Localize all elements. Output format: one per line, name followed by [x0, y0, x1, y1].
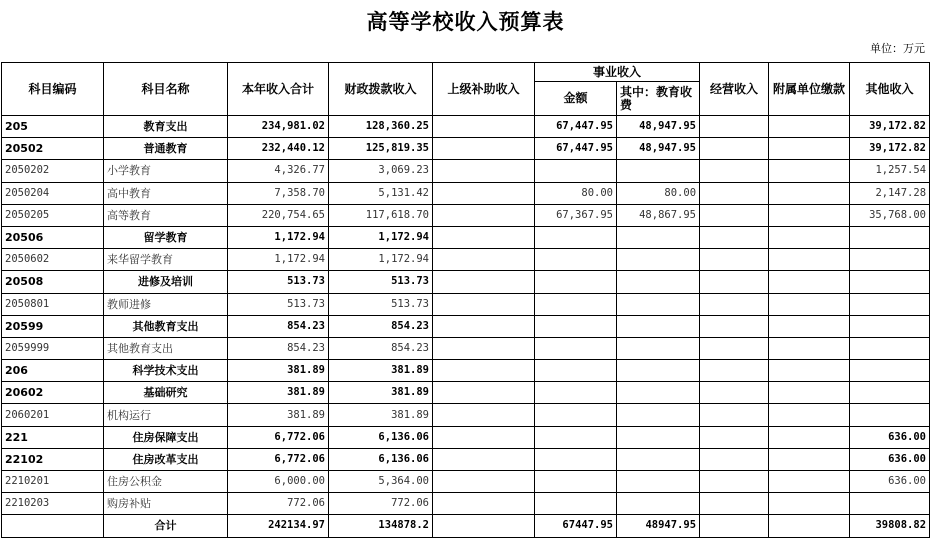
table-row [2, 426, 930, 448]
cell-other: 39,172.82 [850, 138, 930, 160]
total-cell-total: 242134.97 [228, 515, 329, 537]
table-row [2, 182, 930, 204]
cell-affiliated [769, 138, 850, 160]
cell-business-tuition [617, 493, 700, 515]
header-total: 本年收入合计 [228, 63, 329, 116]
table-row [2, 382, 930, 404]
cell-business-amount [535, 382, 617, 404]
cell-fiscal: 854.23 [329, 315, 433, 337]
cell-total: 4,326.77 [228, 160, 329, 182]
cell-superior [433, 337, 535, 359]
cell-name: 留学教育 [104, 226, 228, 248]
cell-business-tuition [617, 271, 700, 293]
cell-business-amount [535, 160, 617, 182]
table-row [2, 448, 930, 470]
cell-superior [433, 471, 535, 493]
cell-affiliated [769, 493, 850, 515]
cell-name: 科学技术支出 [104, 360, 228, 382]
cell-business-tuition [617, 448, 700, 470]
table-row [2, 360, 930, 382]
cell-other [850, 271, 930, 293]
cell-other: 39,172.82 [850, 116, 930, 138]
cell-affiliated [769, 382, 850, 404]
cell-code: 20506 [2, 226, 104, 248]
total-cell-name: 合计 [104, 515, 228, 537]
table-row [2, 293, 930, 315]
cell-name: 购房补贴 [104, 493, 228, 515]
table-row [2, 471, 930, 493]
total-cell-business-amount: 67447.95 [535, 515, 617, 537]
cell-total: 381.89 [228, 404, 329, 426]
cell-business-tuition: 48,867.95 [617, 204, 700, 226]
cell-superior [433, 448, 535, 470]
cell-code: 20508 [2, 271, 104, 293]
cell-business-amount: 67,447.95 [535, 116, 617, 138]
cell-total: 772.06 [228, 493, 329, 515]
cell-operating [700, 249, 769, 271]
cell-other [850, 249, 930, 271]
cell-operating [700, 471, 769, 493]
cell-superior [433, 138, 535, 160]
table-row [2, 404, 930, 426]
cell-business-tuition: 80.00 [617, 182, 700, 204]
cell-business-amount [535, 337, 617, 359]
cell-fiscal: 1,172.94 [329, 249, 433, 271]
cell-other [850, 382, 930, 404]
cell-total: 854.23 [228, 337, 329, 359]
cell-operating [700, 404, 769, 426]
cell-operating [700, 448, 769, 470]
cell-fiscal: 381.89 [329, 404, 433, 426]
cell-name: 教师进修 [104, 293, 228, 315]
cell-superior [433, 426, 535, 448]
cell-superior [433, 160, 535, 182]
table-row [2, 160, 930, 182]
cell-affiliated [769, 315, 850, 337]
cell-affiliated [769, 337, 850, 359]
cell-business-amount [535, 226, 617, 248]
cell-code: 2050801 [2, 293, 104, 315]
total-cell-superior [433, 515, 535, 537]
cell-operating [700, 493, 769, 515]
cell-name: 普通教育 [104, 138, 228, 160]
cell-code: 2050602 [2, 249, 104, 271]
cell-affiliated [769, 404, 850, 426]
table-row [2, 249, 930, 271]
cell-total: 1,172.94 [228, 249, 329, 271]
total-cell-affiliated [769, 515, 850, 537]
cell-total: 220,754.65 [228, 204, 329, 226]
cell-code: 221 [2, 426, 104, 448]
cell-business-amount [535, 271, 617, 293]
cell-other: 2,147.28 [850, 182, 930, 204]
cell-code: 2050202 [2, 160, 104, 182]
cell-other: 35,768.00 [850, 204, 930, 226]
header-code: 科目编码 [2, 63, 104, 116]
cell-operating [700, 116, 769, 138]
cell-fiscal: 117,618.70 [329, 204, 433, 226]
header-operating: 经营收入 [700, 63, 769, 116]
cell-other: 636.00 [850, 471, 930, 493]
cell-other: 636.00 [850, 448, 930, 470]
cell-affiliated [769, 249, 850, 271]
table-row [2, 138, 930, 160]
cell-affiliated [769, 271, 850, 293]
cell-code: 2059999 [2, 337, 104, 359]
cell-operating [700, 426, 769, 448]
cell-code: 2060201 [2, 404, 104, 426]
cell-name: 住房公积金 [104, 471, 228, 493]
header-fiscal: 财政拨款收入 [329, 63, 433, 116]
table-row [2, 315, 930, 337]
table-row [2, 271, 930, 293]
cell-other [850, 293, 930, 315]
cell-business-tuition [617, 382, 700, 404]
cell-code: 206 [2, 360, 104, 382]
table-row [2, 204, 930, 226]
cell-total: 232,440.12 [228, 138, 329, 160]
cell-business-amount [535, 493, 617, 515]
cell-superior [433, 182, 535, 204]
total-cell-business-tuition: 48947.95 [617, 515, 700, 537]
cell-affiliated [769, 471, 850, 493]
total-cell-operating [700, 515, 769, 537]
cell-name: 机构运行 [104, 404, 228, 426]
cell-business-tuition [617, 471, 700, 493]
cell-other [850, 337, 930, 359]
cell-total: 6,772.06 [228, 448, 329, 470]
cell-fiscal: 513.73 [329, 293, 433, 315]
cell-superior [433, 204, 535, 226]
cell-other [850, 226, 930, 248]
cell-business-tuition [617, 337, 700, 359]
cell-total: 6,000.00 [228, 471, 329, 493]
cell-superior [433, 382, 535, 404]
cell-business-tuition [617, 226, 700, 248]
cell-code: 2050205 [2, 204, 104, 226]
cell-business-tuition [617, 360, 700, 382]
cell-affiliated [769, 426, 850, 448]
cell-operating [700, 182, 769, 204]
cell-superior [433, 226, 535, 248]
cell-operating [700, 315, 769, 337]
cell-fiscal: 5,364.00 [329, 471, 433, 493]
total-row [2, 515, 930, 537]
cell-business-amount [535, 448, 617, 470]
cell-total: 6,772.06 [228, 426, 329, 448]
cell-operating [700, 226, 769, 248]
cell-business-tuition [617, 404, 700, 426]
cell-code: 2210201 [2, 471, 104, 493]
cell-fiscal: 125,819.35 [329, 138, 433, 160]
table-row [2, 226, 930, 248]
cell-business-tuition [617, 426, 700, 448]
cell-superior [433, 271, 535, 293]
cell-fiscal: 513.73 [329, 271, 433, 293]
total-cell-fiscal: 134878.2 [329, 515, 433, 537]
cell-superior [433, 404, 535, 426]
cell-total: 381.89 [228, 360, 329, 382]
cell-code: 20502 [2, 138, 104, 160]
cell-business-amount [535, 315, 617, 337]
header-business-amount: 金额 [535, 82, 617, 116]
cell-affiliated [769, 116, 850, 138]
table-row [2, 493, 930, 515]
cell-affiliated [769, 293, 850, 315]
cell-operating [700, 138, 769, 160]
cell-affiliated [769, 182, 850, 204]
cell-superior [433, 249, 535, 271]
cell-fiscal: 6,136.06 [329, 448, 433, 470]
cell-business-amount [535, 293, 617, 315]
cell-total: 513.73 [228, 293, 329, 315]
total-cell-code [2, 515, 104, 537]
cell-name: 小学教育 [104, 160, 228, 182]
cell-name: 高中教育 [104, 182, 228, 204]
cell-business-tuition: 48,947.95 [617, 138, 700, 160]
cell-operating [700, 271, 769, 293]
cell-other [850, 360, 930, 382]
cell-name: 高等教育 [104, 204, 228, 226]
cell-fiscal: 381.89 [329, 382, 433, 404]
cell-superior [433, 315, 535, 337]
unit-label: 单位：万元 [870, 42, 925, 55]
cell-business-amount: 67,447.95 [535, 138, 617, 160]
cell-business-amount: 67,367.95 [535, 204, 617, 226]
cell-business-amount: 80.00 [535, 182, 617, 204]
cell-fiscal: 128,360.25 [329, 116, 433, 138]
cell-total: 513.73 [228, 271, 329, 293]
page-title: 高等学校收入预算表 [366, 9, 565, 34]
header-business-tuition: 其中：教育收费 [617, 82, 700, 116]
cell-operating [700, 337, 769, 359]
cell-fiscal: 3,069.23 [329, 160, 433, 182]
cell-business-amount [535, 360, 617, 382]
cell-total: 854.23 [228, 315, 329, 337]
cell-code: 22102 [2, 448, 104, 470]
cell-code: 20602 [2, 382, 104, 404]
cell-total: 7,358.70 [228, 182, 329, 204]
cell-business-tuition [617, 160, 700, 182]
cell-superior [433, 360, 535, 382]
cell-business-tuition [617, 315, 700, 337]
cell-operating [700, 204, 769, 226]
cell-superior [433, 116, 535, 138]
cell-total: 234,981.02 [228, 116, 329, 138]
cell-name: 进修及培训 [104, 271, 228, 293]
cell-name: 住房改革支出 [104, 448, 228, 470]
cell-business-amount [535, 426, 617, 448]
cell-other [850, 404, 930, 426]
cell-operating [700, 160, 769, 182]
cell-code: 205 [2, 116, 104, 138]
cell-code: 20599 [2, 315, 104, 337]
cell-affiliated [769, 226, 850, 248]
cell-other: 1,257.54 [850, 160, 930, 182]
cell-fiscal: 1,172.94 [329, 226, 433, 248]
cell-name: 基础研究 [104, 382, 228, 404]
cell-business-tuition [617, 293, 700, 315]
cell-name: 其他教育支出 [104, 337, 228, 359]
cell-business-amount [535, 249, 617, 271]
cell-name: 其他教育支出 [104, 315, 228, 337]
cell-business-tuition: 48,947.95 [617, 116, 700, 138]
header-business: 事业收入 [535, 63, 700, 82]
cell-business-amount [535, 404, 617, 426]
cell-name: 来华留学教育 [104, 249, 228, 271]
cell-fiscal: 6,136.06 [329, 426, 433, 448]
cell-name: 教育支出 [104, 116, 228, 138]
cell-affiliated [769, 204, 850, 226]
revenue-budget-table [1, 62, 930, 538]
cell-business-tuition [617, 249, 700, 271]
cell-total: 381.89 [228, 382, 329, 404]
cell-superior [433, 293, 535, 315]
cell-other [850, 315, 930, 337]
header-superior: 上级补助收入 [433, 63, 535, 116]
cell-superior [433, 493, 535, 515]
cell-affiliated [769, 448, 850, 470]
cell-affiliated [769, 160, 850, 182]
header-affiliated: 附属单位缴款 [769, 63, 850, 116]
cell-business-amount [535, 471, 617, 493]
cell-affiliated [769, 360, 850, 382]
cell-fiscal: 381.89 [329, 360, 433, 382]
cell-fiscal: 854.23 [329, 337, 433, 359]
cell-name: 住房保障支出 [104, 426, 228, 448]
cell-code: 2050204 [2, 182, 104, 204]
table-row [2, 337, 930, 359]
cell-fiscal: 5,131.42 [329, 182, 433, 204]
header-other: 其他收入 [850, 63, 930, 116]
total-cell-other: 39808.82 [850, 515, 930, 537]
cell-other [850, 493, 930, 515]
header-name: 科目名称 [104, 63, 228, 116]
cell-operating [700, 360, 769, 382]
table-row [2, 116, 930, 138]
cell-code: 2210203 [2, 493, 104, 515]
cell-other: 636.00 [850, 426, 930, 448]
cell-operating [700, 382, 769, 404]
cell-operating [700, 293, 769, 315]
cell-total: 1,172.94 [228, 226, 329, 248]
cell-fiscal: 772.06 [329, 493, 433, 515]
